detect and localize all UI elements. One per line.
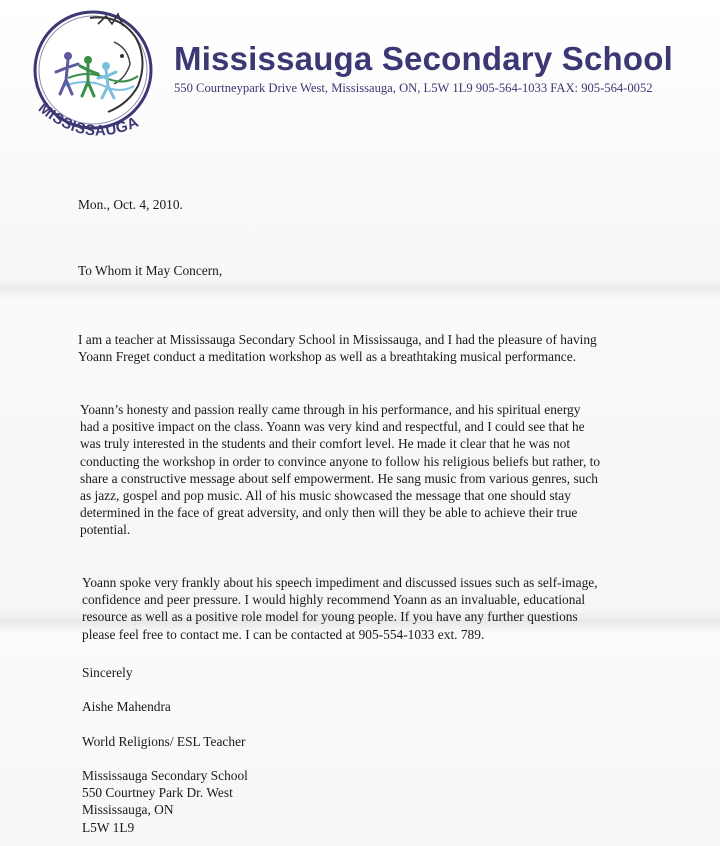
address-line: Mississauga Secondary School: [82, 768, 248, 783]
paragraph-line: potential.: [80, 522, 131, 538]
paragraph-line: determined in the face of great adversity, and only then will they be able to achieve their true: [80, 505, 578, 521]
paragraph-line: Yoann’s honesty and passion really came through in his performance, and his spiritual energy: [80, 402, 581, 417]
paragraph-2: [80, 401, 600, 539]
address-line: L5W 1L9: [82, 819, 135, 835]
paragraph-line: as jazz, gospel and pop music. All of his music showcased the message that one should stay: [80, 488, 571, 504]
signer-address: [82, 767, 248, 836]
address-line: Mississauga, ON: [82, 802, 174, 818]
paragraph-line: share a constructive message about self empowerment. He sang music from various genres, such: [80, 470, 598, 486]
paragraph-line: resource as well as a positive role model for young people. If you have any further questions: [82, 609, 578, 625]
paragraph-3: [82, 574, 598, 643]
address-line: 550 Courtney Park Dr. West: [82, 785, 233, 801]
school-name: Mississauga Secondary School: [174, 40, 673, 77]
salutation: To Whom it May Concern,: [78, 263, 223, 278]
signer-name: Aishe Mahendra: [82, 699, 171, 714]
closing: Sincerely: [82, 665, 133, 680]
school-logo: [28, 8, 158, 148]
paragraph-line: please feel free to contact me. I can be contacted at 905-554-1033 ext. 789.: [82, 626, 485, 642]
letter-date: Mon., Oct. 4, 2010.: [78, 197, 183, 212]
logo-text: MISSISSAUGA: [34, 99, 142, 140]
paragraph-line: was truly interested in the students and their comfort level. He made it clear that he was not: [80, 436, 571, 452]
paragraph-1: [78, 331, 597, 365]
signer-title: World Religions/ ESL Teacher: [82, 734, 246, 749]
paragraph-line: had a positive impact on the class. Yoann was very kind and respectful, and I could see that he: [80, 419, 585, 435]
paragraph-line: Yoann Freget conduct a meditation workshop as well as a breathtaking musical performance.: [78, 349, 577, 365]
school-address-line: 550 Courtneypark Drive West, Mississauga, ON, L5W 1L9 905-564-1033 FAX: 905-564-0052: [174, 81, 653, 95]
paragraph-line: Yoann spoke very frankly about his speech impediment and discussed issues such as self-image,: [82, 575, 598, 590]
paragraph-line: I am a teacher at Mississauga Secondary School in Mississauga, and I had the pleasure of having: [78, 332, 597, 347]
paragraph-line: confidence and peer pressure. I would highly recommend Yoann as an invaluable, educational: [82, 592, 586, 608]
paragraph-line: conducting the workshop in order to convince anyone to follow his religious beliefs but rather, to: [80, 453, 601, 469]
